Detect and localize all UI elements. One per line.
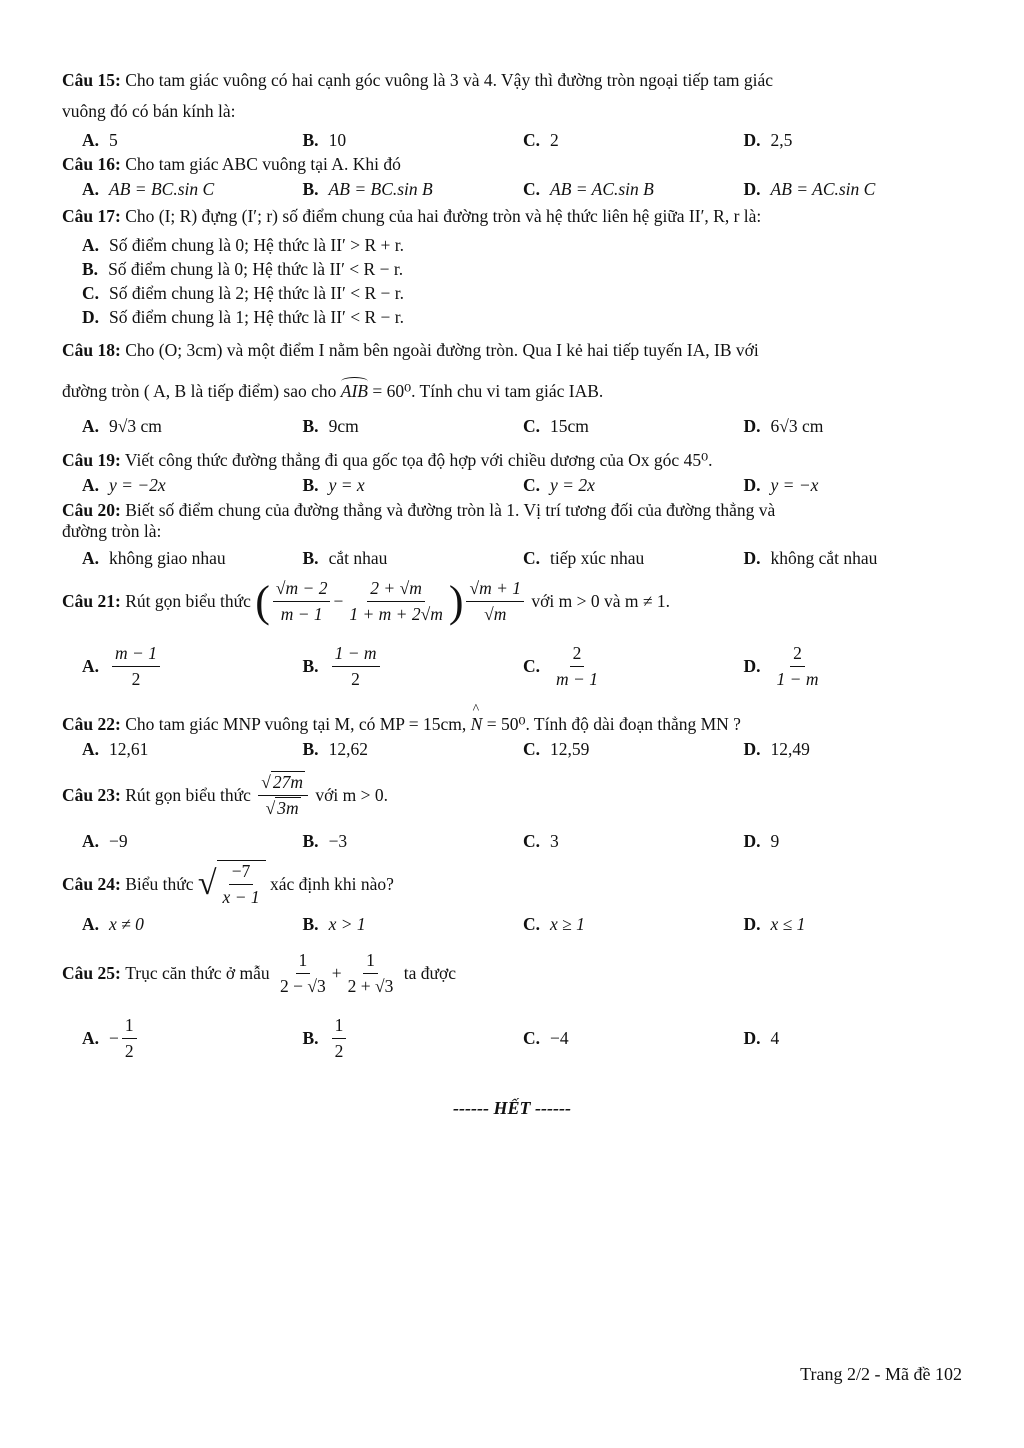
option-a[interactable]: A. không giao nhau bbox=[82, 548, 226, 568]
question-24: Câu 24: Biểu thức √ $\frac{-7}{x - 1}$ xác định khi nào? A. x ≠ 0 B. x > 1 C. x ≥ 1 D. x ≤ 1 bbox=[62, 860, 964, 935]
option-a[interactable]: A. 12,61 bbox=[82, 739, 149, 759]
option-d[interactable]: D. x ≤ 1 bbox=[743, 914, 806, 934]
question-condition: với m > 0 và m ≠ 1. bbox=[531, 591, 671, 611]
option-c[interactable]: C. 15cm bbox=[523, 416, 589, 436]
options-row bbox=[82, 831, 964, 852]
option-b[interactable]: B. $\frac{1 - m}{2}$ bbox=[303, 643, 524, 690]
question-label: Câu 25: bbox=[62, 963, 121, 983]
option-b[interactable]: B. cắt nhau bbox=[302, 548, 388, 568]
angle-n: ^ N bbox=[471, 714, 483, 735]
question-text: = 60⁰. Tính chu vi tam giác IAB. bbox=[372, 381, 604, 401]
page-footer: Trang 2/2 - Mã đề 102 bbox=[800, 1364, 962, 1384]
expr-fraction: $\frac{1}{2 + √3}$ bbox=[347, 950, 394, 996]
option-c[interactable]: C. Số điểm chung là 2; Hệ thức là II′ < R − r. bbox=[82, 283, 405, 303]
option-c[interactable]: C. AB = AC.sin B bbox=[523, 179, 654, 199]
option-a[interactable]: A. $\frac{m - 1}{2}$ bbox=[82, 643, 303, 690]
end-marker: ------ HẾT ------ bbox=[453, 1098, 571, 1118]
question-label: Câu 19: bbox=[62, 450, 121, 470]
question-text: Biểu thức bbox=[125, 873, 194, 894]
option-d[interactable]: D. $\frac{2}{1 - m}$ bbox=[743, 643, 819, 689]
question-text: đường tròn ( A, B là tiếp điểm) sao cho bbox=[62, 381, 337, 401]
options-row bbox=[82, 643, 964, 690]
question-25: Câu 25: Trục căn thức ở mẫu $\frac{1}{2 - √3}$ + $\frac{1}{2 + √3}$ ta được A. − $\frac{1}{2}$ B. $\frac{1}{2}$ C. −4 D. 4 bbox=[62, 950, 964, 1062]
option-c[interactable]: C. 12,59 bbox=[523, 739, 590, 759]
question-text: Cho (I; R) đựng (I′; r) số điểm chung của hai đường tròn và hệ thức liên hệ giữa II′, R, r là: bbox=[125, 206, 762, 226]
expr-fraction: $\frac{√ 27m}{√ 3m}$ bbox=[258, 772, 308, 819]
question-text: Cho tam giác ABC vuông tại A. Khi đó bbox=[125, 154, 401, 174]
question-text: Rút gọn biểu thức bbox=[125, 785, 251, 805]
question-text: Cho tam giác MNP vuông tại M, có MP = 15cm, bbox=[125, 714, 467, 734]
expr-fraction: $\frac{√m - 2}{m - 1}$ bbox=[273, 578, 331, 625]
option-a[interactable]: A. x ≠ 0 bbox=[82, 914, 144, 934]
question-label: Câu 23: bbox=[62, 785, 121, 805]
option-b[interactable]: B. $\frac{1}{2}$ bbox=[303, 1015, 524, 1062]
option-d[interactable]: D. 4 bbox=[743, 1028, 780, 1048]
option-d[interactable]: D. 12,49 bbox=[743, 739, 810, 759]
option-b[interactable]: B. 12,62 bbox=[302, 739, 368, 759]
question-label: Câu 18: bbox=[62, 340, 121, 360]
question-text: Cho tam giác vuông có hai cạnh góc vuông là 3 và 4. Vậy thì đường tròn ngoại tiếp tam giác bbox=[125, 70, 773, 90]
expr-fraction: $\frac{√m + 1}{√m}$ bbox=[466, 578, 524, 625]
option-b[interactable]: B. y = x bbox=[302, 475, 365, 495]
option-c[interactable]: C. 3 bbox=[523, 831, 559, 851]
options-row bbox=[82, 416, 964, 437]
option-c[interactable]: C. $\frac{2}{m - 1}$ bbox=[523, 643, 598, 689]
option-c[interactable]: C. x ≥ 1 bbox=[523, 914, 585, 934]
option-b[interactable]: B. x > 1 bbox=[302, 914, 366, 934]
angle-aib: AIB bbox=[340, 381, 368, 401]
question-17 bbox=[62, 206, 964, 328]
question-text: Biết số điểm chung của đường thẳng và đường tròn là 1. Vị trí tương đối của đường thẳng và bbox=[125, 500, 776, 520]
question-22 bbox=[62, 714, 964, 760]
option-c[interactable]: C. tiếp xúc nhau bbox=[523, 548, 645, 568]
question-condition: ta được bbox=[403, 963, 457, 983]
question-23 bbox=[62, 772, 964, 852]
question-15 bbox=[62, 70, 964, 151]
option-d[interactable]: D. 6√3 cm bbox=[743, 416, 824, 436]
option-b[interactable]: B. Số điểm chung là 0; Hệ thức là II′ < R − r. bbox=[82, 259, 404, 279]
options-list bbox=[82, 235, 964, 328]
question-label: Câu 20: bbox=[62, 500, 121, 520]
question-text: = 50⁰. Tính độ dài đoạn thẳng MN ? bbox=[486, 714, 741, 734]
option-b[interactable]: B. −3 bbox=[302, 831, 348, 851]
question-text: Viết công thức đường thẳng đi qua gốc tọa độ hợp với chiều dương của Ox góc 45⁰. bbox=[124, 450, 713, 470]
option-d[interactable]: D. không cắt nhau bbox=[743, 548, 878, 568]
option-a[interactable]: A. AB = BC.sin C bbox=[82, 179, 215, 199]
question-condition: với m > 0. bbox=[315, 785, 388, 805]
question-text: Trục căn thức ở mẫu bbox=[125, 963, 270, 983]
question-21: Câu 21: Rút gọn biểu thức ( $\frac{√m - 2}{m - 1}$ − $\frac{2 + √m}{1 + m + 2√m}$ ) $\frac{√m + 1}{√m}$ với m > 0 và m ≠ 1. A. $\frac{m - 1}{2}$ B. $\frac{1 - m}{2}$ C. $\frac{2}{m - 1}$ D. $\frac{2}{1 - m}$ bbox=[62, 578, 964, 690]
question-label: Câu 15: bbox=[62, 70, 121, 90]
question-16 bbox=[62, 154, 964, 200]
option-a[interactable]: A. Số điểm chung là 0; Hệ thức là II′ > R + r. bbox=[82, 235, 405, 255]
question-label: Câu 21: bbox=[62, 591, 121, 611]
options-row bbox=[82, 1015, 964, 1062]
option-d[interactable]: D. Số điểm chung là 1; Hệ thức là II′ < R − r. bbox=[82, 307, 405, 327]
question-text: vuông đó có bán kính là: bbox=[62, 101, 236, 121]
options-row bbox=[82, 548, 964, 569]
option-c[interactable]: C. 2 bbox=[523, 130, 559, 150]
options-row bbox=[82, 739, 964, 760]
expr-fraction: $\frac{1}{2 - √3}$ bbox=[280, 950, 326, 996]
question-text: Rút gọn biểu thức bbox=[125, 591, 251, 611]
question-19 bbox=[62, 450, 964, 496]
option-b[interactable]: B. 10 bbox=[302, 130, 347, 150]
option-c[interactable]: C. y = 2x bbox=[523, 475, 595, 495]
option-a[interactable]: A. y = −2x bbox=[82, 475, 166, 495]
question-label: Câu 22: bbox=[62, 714, 121, 734]
option-a[interactable]: A. 9√3 cm bbox=[82, 416, 162, 436]
option-a[interactable]: A. 5 bbox=[82, 130, 118, 150]
option-b[interactable]: B. 9cm bbox=[302, 416, 359, 436]
option-d[interactable]: D. 9 bbox=[743, 831, 780, 851]
options-row bbox=[82, 914, 964, 935]
question-label: Câu 24: bbox=[62, 873, 121, 894]
expr-fraction: $\frac{2 + √m}{1 + m + 2√m}$ bbox=[349, 578, 443, 624]
option-d[interactable]: D. 2,5 bbox=[743, 130, 793, 150]
option-d[interactable]: D. AB = AC.sin C bbox=[743, 179, 876, 199]
option-b[interactable]: B. AB = BC.sin B bbox=[302, 179, 433, 199]
options-row bbox=[82, 179, 964, 200]
expr-radical: $\frac{-7}{x - 1}$ bbox=[217, 860, 266, 908]
question-text: đường tròn là: bbox=[62, 521, 162, 541]
option-d[interactable]: D. y = −x bbox=[743, 475, 819, 495]
option-a[interactable]: A. − $\frac{1}{2}$ bbox=[82, 1015, 303, 1062]
question-label: Câu 16: bbox=[62, 154, 121, 174]
option-c[interactable]: C. −4 bbox=[523, 1028, 569, 1048]
question-18 bbox=[62, 340, 964, 437]
options-row bbox=[82, 475, 964, 496]
question-text: Cho (O; 3cm) và một điểm I nằm bên ngoài đường tròn. Qua I kẻ hai tiếp tuyến IA, IB với bbox=[125, 340, 759, 360]
question-condition: xác định khi nào? bbox=[270, 873, 394, 894]
options-row bbox=[82, 130, 964, 151]
option-a[interactable]: A. −9 bbox=[82, 831, 128, 851]
question-label: Câu 17: bbox=[62, 206, 121, 226]
question-20 bbox=[62, 500, 964, 569]
